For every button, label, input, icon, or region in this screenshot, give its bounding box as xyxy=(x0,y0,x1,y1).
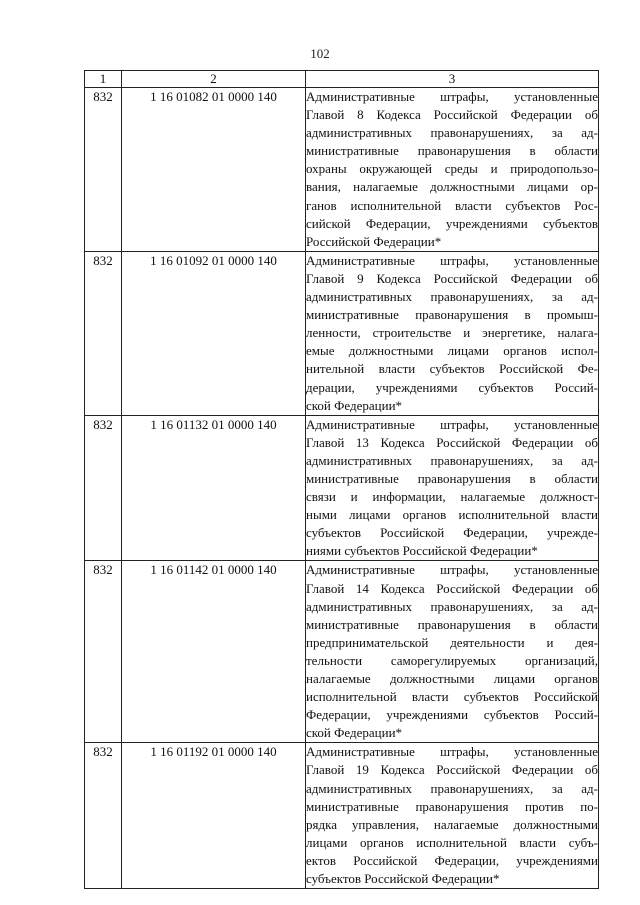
description-line: министративные правонарушения в области xyxy=(306,470,598,486)
budget-classification-code-cell: 1 16 01082 01 0000 140 xyxy=(122,88,306,252)
description-line: исполнительной власти субъектов Российской xyxy=(306,689,598,705)
budget-classification-code-cell: 1 16 01092 01 0000 140 xyxy=(122,251,306,415)
description-line: сийской Федерации, учреждениями субъектов xyxy=(306,215,598,231)
column-header-1: 1 xyxy=(85,71,122,88)
table-row xyxy=(85,88,599,252)
table-row xyxy=(85,561,599,743)
description-line: Главой 9 Кодекса Российской Федерации об xyxy=(306,270,598,286)
description-line: ленности, строительстве и энергетике, налага- xyxy=(306,325,598,341)
description-line: Административные штрафы, установленные xyxy=(306,252,598,268)
description-line: тельности саморегулируемых организаций, xyxy=(306,652,598,668)
income-description-cell xyxy=(306,743,599,889)
budget-classification-code-cell: 1 16 01142 01 0000 140 xyxy=(122,561,306,743)
income-description-cell xyxy=(306,415,599,561)
description-line: Административные штрафы, установленные xyxy=(306,744,598,760)
table-row xyxy=(85,743,599,889)
admin-code-cell: 832 xyxy=(85,561,122,743)
description-line: административных правонарушениях, за ад- xyxy=(306,598,598,614)
description-line: ской Федерации* xyxy=(306,725,403,741)
description-line: министративные правонарушения в промыш- xyxy=(306,307,598,323)
description-line: ектов Российской Федерации, учреждениями xyxy=(306,852,598,868)
description-line: Административные штрафы, установленные xyxy=(306,89,598,104)
description-line: Главой 8 Кодекса Российской Федерации об xyxy=(306,107,598,123)
description-line: ниями субъектов Российской Федерации* xyxy=(306,543,538,559)
description-line: субъектов Российской Федерации, учрежде- xyxy=(306,525,598,541)
description-line: связи и информации, налагаемые должност- xyxy=(306,489,598,505)
income-description-cell xyxy=(306,88,599,252)
description-line: ными лицами органов исполнительной власти xyxy=(306,507,598,523)
description-line: Главой 19 Кодекса Российской Федерации об xyxy=(306,762,598,778)
description-line: Федерации, учреждениями субъектов Россий- xyxy=(306,707,598,723)
admin-code-cell: 832 xyxy=(85,415,122,561)
column-header-2: 2 xyxy=(122,71,306,88)
description-line: административных правонарушениях, за ад- xyxy=(306,780,598,796)
table-row xyxy=(85,415,599,561)
description-line: министративные правонарушения против по- xyxy=(306,798,598,814)
description-line: рядка управления, налагаемые должностными xyxy=(306,816,598,832)
table-header-row xyxy=(85,71,599,88)
admin-code-cell: 832 xyxy=(85,251,122,415)
description-line: вания, налагаемые должностными лицами ор- xyxy=(306,179,598,195)
description-line: налагаемые должностными лицами органов xyxy=(306,671,598,686)
income-description-cell xyxy=(306,251,599,415)
description-line: Административные штрафы, установленные xyxy=(306,562,598,578)
budget-classification-code-cell: 1 16 01192 01 0000 140 xyxy=(122,743,306,889)
description-line: субъектов Российской Федерации* xyxy=(306,871,500,887)
description-line: Главой 13 Кодекса Российской Федерации об xyxy=(306,434,598,450)
budget-classification-code-cell: 1 16 01132 01 0000 140 xyxy=(122,415,306,561)
description-line: лицами органов исполнительной власти субъ- xyxy=(306,834,598,850)
description-line: нительной власти субъектов Российской Фе- xyxy=(306,361,598,377)
description-line: административных правонарушениях, за ад- xyxy=(306,452,598,468)
table-row xyxy=(85,251,599,415)
description-line: министративные правонарушения в области xyxy=(306,616,598,632)
income-description-cell xyxy=(306,561,599,743)
description-line: Административные штрафы, установленные xyxy=(306,416,598,432)
description-line: Главой 14 Кодекса Российской Федерации об xyxy=(306,580,598,596)
column-header-3: 3 xyxy=(306,71,599,88)
description-line: ской Федерации* xyxy=(306,397,403,413)
description-line: административных правонарушениях, за ад- xyxy=(306,289,598,305)
description-line: емые должностными лицами органов испол- xyxy=(306,343,598,359)
description-line: административных правонарушениях, за ад- xyxy=(306,125,598,141)
description-line: министративные правонарушения в области xyxy=(306,143,598,159)
description-line: охраны окружающей среды и природопользо- xyxy=(306,161,598,177)
admin-code-cell: 832 xyxy=(85,88,122,252)
description-line: дерации, учреждениями субъектов Россий- xyxy=(306,379,598,395)
description-line: предпринимательской деятельности и дея- xyxy=(306,634,598,650)
budget-codes-table xyxy=(84,70,599,889)
description-line: ганов исполнительной власти субъектов Рос- xyxy=(306,197,598,213)
admin-code-cell: 832 xyxy=(85,743,122,889)
description-line: Российской Федерации* xyxy=(306,233,442,249)
page-number: 102 xyxy=(310,46,330,61)
